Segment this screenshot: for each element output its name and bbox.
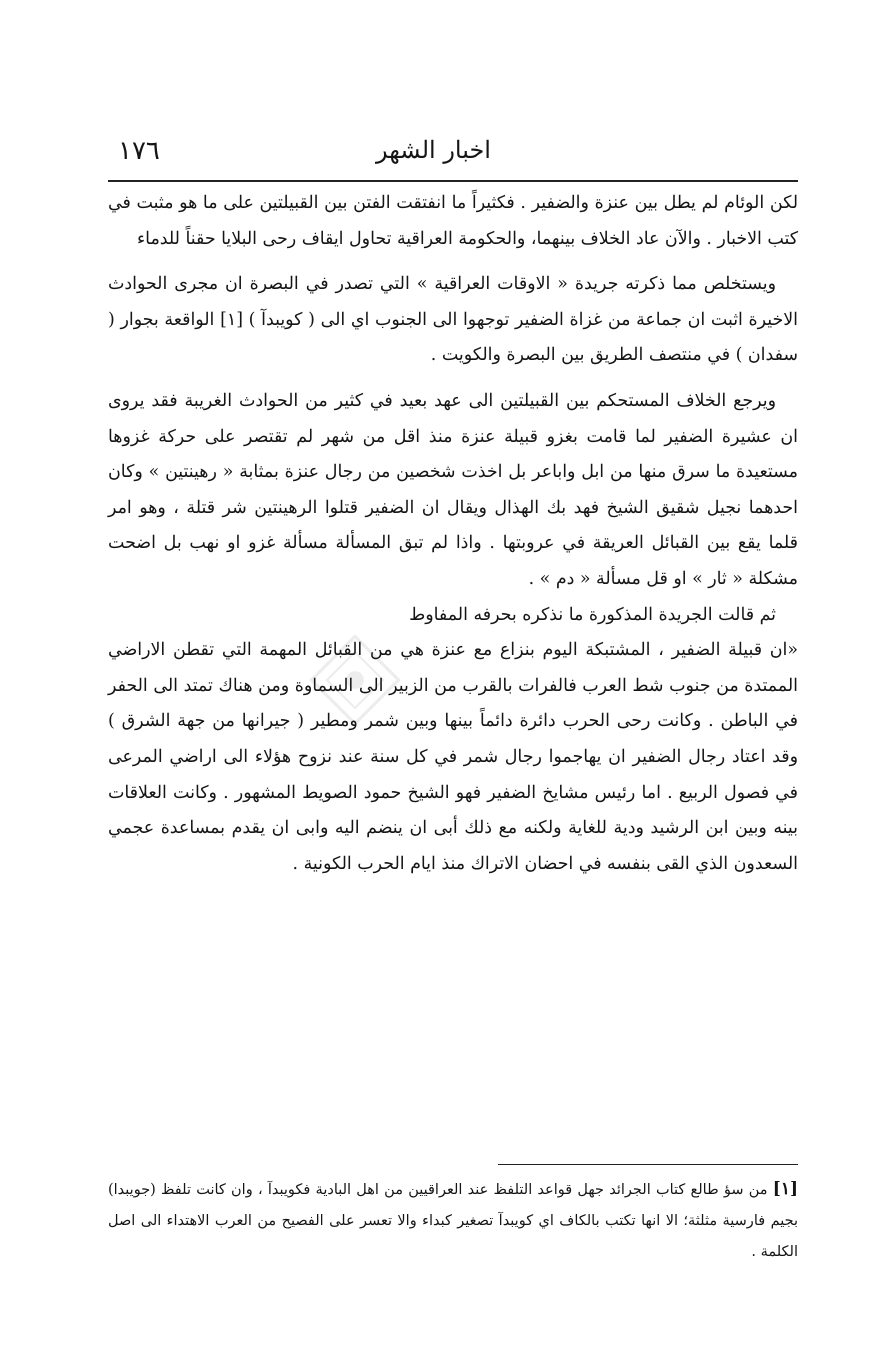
page-number: ١٧٦: [118, 136, 160, 166]
paragraph-3: ويرجع الخلاف المستحكم بين القبيلتين الى عهد بعيد في كثير من الحوادث الغريبة فقد يروى ان عشيرة الضفير لما قامت بغزو قبيلة عنزة منذ اقل من شهر لم تقتصر على حركة غزوها مستعيدة ما سرق منها من ابل واباعر بل اخذت شخصين من رجال عنزة بمثابة « رهينتين » وكان احدهما نجيل شقيق الشيخ فهد بك الهذال ويقال ان الضفير قتلوا الرهينتين شر قتلة ، وهو امر قلما يقع بين القبائل العريقة في عروبتها . واذا لم تبق المسألة مسألة غزو او نهب بل اضحت مشكلة « ثار » او قل مسألة « دم » .: [108, 390, 798, 589]
library-seal-watermark: [300, 625, 410, 735]
page-header: [108, 130, 798, 174]
footnote-marker: [١]: [772, 1179, 798, 1199]
footnote-text: من سؤ طالع كتاب الجرائد جهل قواعد التلفظ عند العراقيين من اهل البادية فكويبدآ ، وان كانت تلفظ (جويبدا) بجيم فارسية مثلثة؛ الا انها تكتب بالكاف اي كويبدآ تصغير كبداء والا تعسر على الفصيح من العرب الاهتداء الى اصل الكلمة .: [108, 1182, 798, 1260]
running-title: اخبار الشهر: [376, 136, 491, 164]
footnote: [108, 1174, 798, 1268]
body-text: [108, 186, 798, 882]
paragraph-1: لكن الوئام لم يطل بين عنزة والضفير . فكثيراً ما انفتقت الفتن بين القبيلتين على ما هو مثبت في كتب الاخبار . والآن عاد الخلاف بينهما، والحكومة العراقية تحاول ايقاف رحى البلايا حقناً للدماء: [108, 193, 798, 249]
header-rule: [108, 180, 798, 182]
paragraph-2: ويستخلص مما ذكرته جريدة « الاوقات العراقية » التي تصدر في البصرة ان مجرى الحوادث الاخيرة اثبت ان جماعة من غزاة الضفير توجهوا الى الجنوب اي الى ( كويبدآ ) [١] الواقعة بجوار ( سفدان ) في منتصف الطريق بين البصرة والكويت .: [108, 274, 798, 366]
footnote-rule: [498, 1164, 798, 1165]
paragraph-4: ثم قالت الجريدة المذكورة ما نذكره بحرفه المفاوط: [409, 604, 776, 625]
book-page: [108, 130, 798, 1260]
paragraph-5-quote: «ان قبيلة الضفير ، المشتبكة اليوم بنزاع مع عنزة هي من القبائل المهمة التي تقطن الاراضي الممتدة من جنوب شط العرب فالفرات بالقرب من الزبير الى السماوة ومن هناك تمتد الى الحفر في الباطن . وكانت رحى الحرب دائرة دائماً بينها وبين شمر ومطير ( جيرانها من جهة الشرق ) وقد اعتاد رجال الضفير ان يهاجموا رجال شمر في كل سنة عند نزوح هؤلاء الى اراضي المرعى في فصول الربيع . اما رئيس مشايخ الضفير فهو الشيخ حمود الصويط المشهور . وكانت العلاقات بينه وبين ابن الرشيد ودية للغاية ولكنه مع ذلك أبى ان ينضم اليه وابى ان يقدم بمساعدة عجمي السعدون الذي القى بنفسه في احضان الاتراك منذ ايام الحرب الكونية .: [108, 640, 798, 874]
